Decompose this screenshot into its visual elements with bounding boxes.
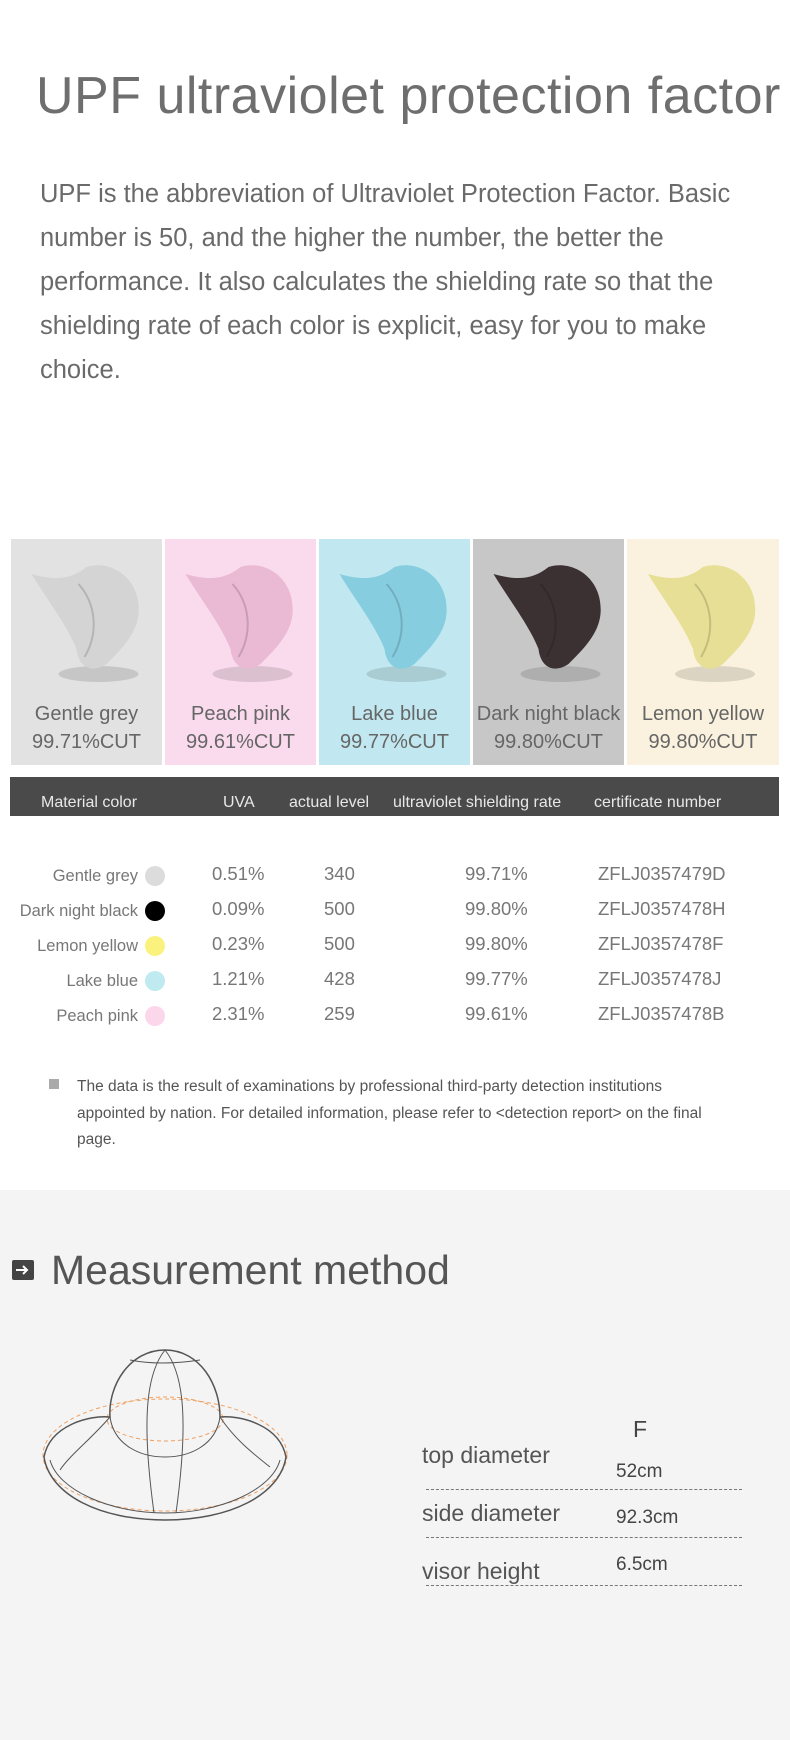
measure-label-visor-height: visor height [422, 1558, 540, 1584]
row-level: 259 [324, 1003, 355, 1024]
color-dot [145, 901, 165, 921]
row-rate: 99.80% [465, 898, 528, 919]
table-row [0, 933, 790, 967]
swatch-rate: 99.80%CUT [494, 731, 603, 753]
row-color-name: Lemon yellow [37, 937, 138, 955]
swatch-gentle-grey [11, 539, 162, 765]
row-color-name: Lake blue [66, 972, 138, 990]
header-uva: UVA [223, 794, 255, 811]
row-cert: ZFLJ0357478H [598, 898, 726, 919]
swatch-lemon-yellow [627, 539, 779, 765]
table-row [0, 968, 790, 1002]
row-rate: 99.71% [465, 863, 528, 884]
table-row [0, 863, 790, 897]
measure-label-top-diameter: top diameter [422, 1442, 550, 1468]
row-cert: ZFLJ0357478J [598, 968, 722, 989]
table-row [0, 1003, 790, 1037]
upf-description: UPF is the abbreviation of Ultraviolet Protection Factor. Basic number is 50, and the higher the number, the better the performance. It also calculates the shielding rate so that the shielding rate of each color is explicit, easy for you to make choice. [40, 180, 731, 384]
table-header [10, 777, 779, 816]
divider [426, 1489, 742, 1490]
swatch-name: Gentle grey [34, 703, 139, 725]
row-rate: 99.80% [465, 933, 528, 954]
row-level: 340 [324, 863, 355, 884]
row-uva: 1.21% [212, 968, 265, 989]
color-dot [145, 936, 165, 956]
row-cert: ZFLJ0357478B [598, 1003, 725, 1024]
row-color-name: Peach pink [56, 1007, 138, 1025]
note-bullet [49, 1079, 59, 1089]
arrow-right-icon [12, 1260, 34, 1280]
measure-label-side-diameter: side diameter [422, 1500, 561, 1526]
header-material-color: Material color [41, 794, 138, 811]
row-uva: 0.51% [212, 863, 265, 884]
color-dot [145, 866, 165, 886]
table-row [0, 898, 790, 932]
swatch-rate: 99.80%CUT [648, 731, 758, 753]
swatch-lake-blue [319, 539, 470, 765]
measure-value-side-diameter: 92.3cm [616, 1507, 679, 1528]
swatch-rate: 99.71%CUT [32, 731, 141, 753]
swatch-rate: 99.77%CUT [340, 731, 449, 753]
row-level: 428 [324, 968, 355, 989]
swatch-name: Lake blue [351, 703, 438, 725]
measure-value-visor-height: 6.5cm [616, 1554, 668, 1575]
header-certificate-number: certificate number [594, 794, 722, 811]
row-color-name: Dark night black [19, 902, 138, 920]
page-title: UPF ultraviolet protection factor [36, 67, 781, 125]
swatch-name: Lemon yellow [641, 703, 765, 725]
header-actual-level: actual level [289, 794, 370, 811]
swatch-name: Dark night black [476, 703, 621, 725]
hat-sketch-illustration [30, 1345, 300, 1545]
header-shielding-rate: ultraviolet shielding rate [393, 794, 562, 811]
swatch-name: Peach pink [191, 703, 290, 725]
row-level: 500 [324, 898, 355, 919]
row-uva: 0.23% [212, 933, 265, 954]
divider [426, 1537, 742, 1538]
row-rate: 99.77% [465, 968, 528, 989]
swatch-dark-night-black [473, 539, 624, 765]
color-dot [145, 1006, 165, 1026]
swatch-peach-pink [165, 539, 316, 765]
swatch-rate: 99.61%CUT [186, 731, 295, 753]
row-cert: ZFLJ0357478F [598, 933, 724, 954]
detection-note: The data is the result of examinations by professional third-party detection institutions appointed by nation. For detailed information, please refer to <detection report> on the final page. [77, 1078, 702, 1148]
row-uva: 2.31% [212, 1003, 265, 1024]
measurement-title: Measurement method [51, 1247, 450, 1293]
size-column-header: F [633, 1416, 648, 1442]
row-uva: 0.09% [212, 898, 265, 919]
divider [426, 1585, 742, 1586]
measure-value-top-diameter: 52cm [616, 1461, 663, 1482]
color-dot [145, 971, 165, 991]
row-cert: ZFLJ0357479D [598, 863, 726, 884]
row-level: 500 [324, 933, 355, 954]
row-rate: 99.61% [465, 1003, 528, 1024]
row-color-name: Gentle grey [52, 867, 138, 885]
